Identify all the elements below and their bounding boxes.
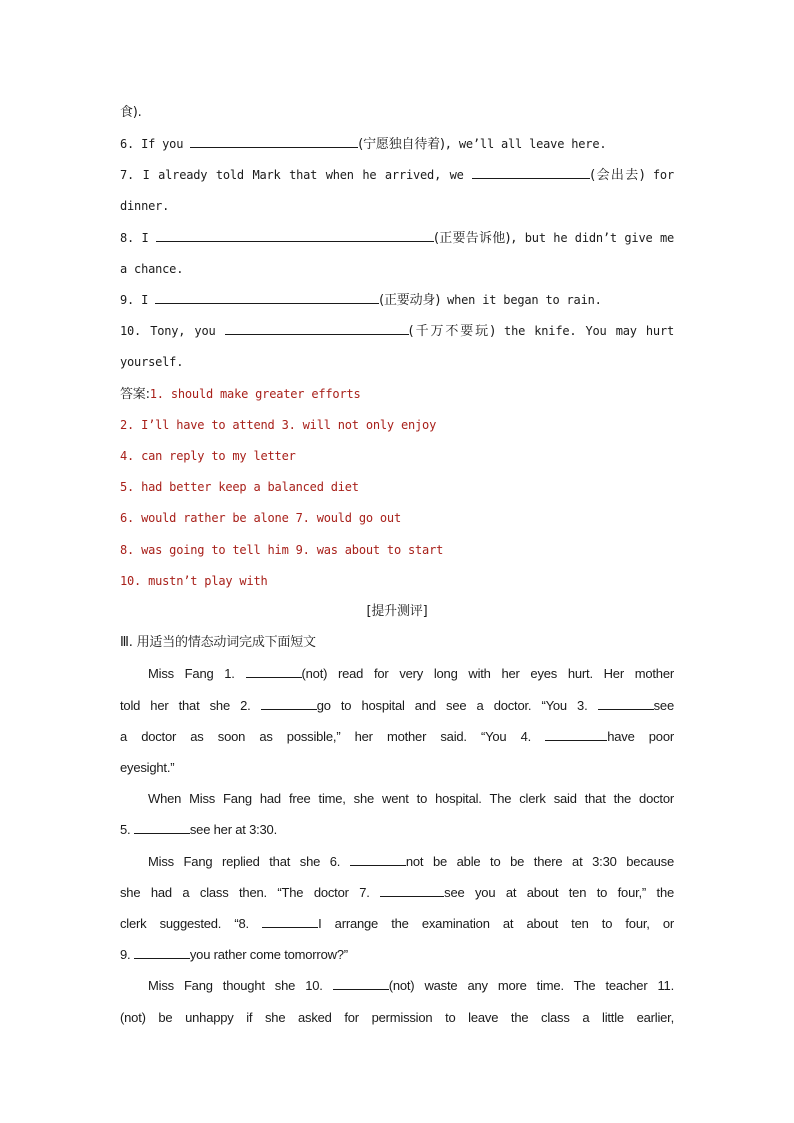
answer-blank-8[interactable] bbox=[156, 229, 434, 242]
passage-line-12: (not) be unhappy if she asked for permission to leave the class a little earlier, bbox=[120, 1010, 674, 1025]
passage-line-3: a doctor as soon as possible,” her mother said. “You 4. have poor bbox=[120, 729, 674, 744]
answers-line-5: 6. would rather be alone 7. would go out bbox=[120, 511, 401, 525]
passage-line-8: she had a class then. “The doctor 7. see you at about ten to four,” the bbox=[120, 885, 675, 900]
passage-blank-3[interactable] bbox=[598, 697, 654, 710]
passage-blank-4[interactable] bbox=[545, 728, 607, 741]
passage-line-5: When Miss Fang had free time, she went to hospital. The clerk said that the doctor bbox=[148, 791, 674, 806]
question-6: 6. If you (宁愿独自待着), we’ll all leave here. bbox=[120, 137, 607, 152]
passage-blank-7[interactable] bbox=[380, 884, 444, 897]
fragment-end: 食). bbox=[120, 105, 142, 120]
answers-label: 答案: bbox=[120, 387, 150, 402]
passage-blank-8[interactable] bbox=[262, 915, 318, 928]
answers-line-1: 答案:1. should make greater efforts bbox=[120, 387, 361, 402]
answers-line-6: 8. was going to tell him 9. was about to start bbox=[120, 543, 444, 557]
passage-line-11: Miss Fang thought she 10. (not) waste any more time. The teacher 11. bbox=[148, 978, 674, 993]
passage-line-6: 5. see her at 3:30. bbox=[120, 822, 277, 837]
question-10-cont: yourself. bbox=[120, 355, 184, 369]
question-8: 8. I (正要告诉他), but he didn’t give me bbox=[120, 231, 674, 246]
answers-line-4: 5. had better keep a balanced diet bbox=[120, 480, 359, 494]
passage-blank-1[interactable] bbox=[246, 665, 302, 678]
passage-line-10: 9. you rather come tomorrow?” bbox=[120, 947, 348, 962]
passage-blank-6[interactable] bbox=[350, 853, 406, 866]
answer-blank-7[interactable] bbox=[472, 166, 590, 179]
answer-blank-6[interactable] bbox=[190, 135, 358, 148]
passage-blank-5[interactable] bbox=[134, 821, 190, 834]
section-heading: Ⅲ. 用适当的情态动词完成下面短文 bbox=[120, 635, 316, 650]
answers-line-3: 4. can reply to my letter bbox=[120, 449, 296, 463]
question-7: 7. I already told Mark that when he arrived, we (会出去) for bbox=[120, 168, 674, 183]
question-7-cont: dinner. bbox=[120, 199, 170, 213]
passage-blank-2[interactable] bbox=[261, 697, 317, 710]
passage-line-4: eyesight.” bbox=[120, 760, 175, 775]
passage-blank-9[interactable] bbox=[134, 946, 190, 959]
question-8-cont: a chance. bbox=[120, 262, 184, 276]
passage-line-2: told her that she 2. go to hospital and see a doctor. “You 3. see bbox=[120, 698, 674, 713]
question-9: 9. I (正要动身) when it began to rain. bbox=[120, 293, 602, 308]
answer-blank-9[interactable] bbox=[155, 291, 379, 304]
answer-blank-10[interactable] bbox=[225, 322, 409, 335]
passage-line-1: Miss Fang 1. (not) read for very long with her eyes hurt. Her mother bbox=[148, 666, 674, 681]
passage-line-7: Miss Fang replied that she 6. not be able to be there at 3:30 because bbox=[148, 854, 675, 869]
passage-blank-10[interactable] bbox=[333, 977, 389, 990]
answers-line-2: 2. I’ll have to attend 3. will not only enjoy bbox=[120, 418, 437, 432]
question-10: 10. Tony, you (千万不要玩) the knife. You may hurt bbox=[120, 324, 674, 339]
section-title: [提升测评] bbox=[366, 604, 428, 619]
passage-line-9: clerk suggested. “8. I arrange the examination at about ten to four, or bbox=[120, 916, 674, 931]
answers-line-7: 10. mustn’t play with bbox=[120, 574, 268, 588]
